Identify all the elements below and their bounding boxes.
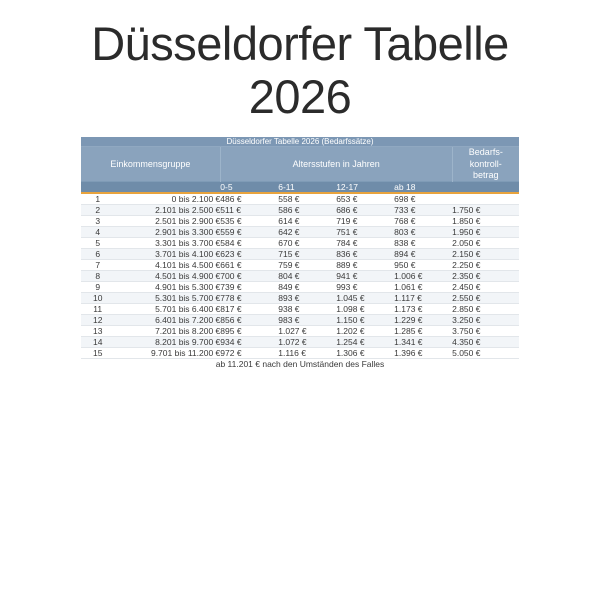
cell-alter-0-5: 486 € (220, 193, 278, 205)
cell-nummer: 3 (81, 216, 114, 227)
cell-alter-6-11: 614 € (278, 216, 336, 227)
cell-alter-ab-18: 1.117 € (394, 293, 452, 304)
bedarf-line3: betrag (473, 169, 499, 180)
table-caption: Düsseldorfer Tabelle 2026 (Bedarfssätze) (81, 137, 519, 147)
cell-nummer: 6 (81, 249, 114, 260)
cell-alter-6-11: 715 € (278, 249, 336, 260)
cell-einkommensgruppe: 4.901 bis 5.300 € (114, 282, 220, 293)
cell-alter-0-5: 511 € (220, 205, 278, 216)
cell-alter-12-17: 1.150 € (336, 315, 394, 326)
table-row (81, 205, 519, 216)
cell-bedarfskontrollbetrag: 2.550 € (452, 293, 519, 304)
group-header-bedarfskontrollbetrag (452, 147, 519, 182)
cell-alter-12-17: 719 € (336, 216, 394, 227)
cell-alter-0-5: 778 € (220, 293, 278, 304)
cell-nummer: 11 (81, 304, 114, 315)
group-header-einkommensgruppe: Einkommensgruppe (81, 147, 220, 182)
cell-einkommensgruppe: 3.301 bis 3.700 € (114, 238, 220, 249)
cell-alter-ab-18: 1.006 € (394, 271, 452, 282)
cell-bedarfskontrollbetrag: 1.850 € (452, 216, 519, 227)
table-row (81, 348, 519, 359)
page-title (0, 0, 600, 123)
cell-alter-12-17: 836 € (336, 249, 394, 260)
subheader-income (114, 182, 220, 194)
table-header (81, 137, 519, 193)
cell-alter-6-11: 849 € (278, 282, 336, 293)
cell-alter-12-17: 993 € (336, 282, 394, 293)
cell-bedarfskontrollbetrag: 3.750 € (452, 326, 519, 337)
subheader-age-0-5: 0-5 (220, 182, 278, 194)
table-row (81, 271, 519, 282)
cell-alter-12-17: 1.202 € (336, 326, 394, 337)
cell-alter-0-5: 934 € (220, 337, 278, 348)
tabelle (81, 137, 519, 369)
subheader-num (81, 182, 114, 194)
cell-bedarfskontrollbetrag: 2.850 € (452, 304, 519, 315)
footer-note: ab 11.201 € nach den Umständen des Falles (81, 359, 519, 370)
cell-alter-6-11: 938 € (278, 304, 336, 315)
subheader-age-6-11: 6-11 (278, 182, 336, 194)
cell-einkommensgruppe: 2.501 bis 2.900 € (114, 216, 220, 227)
cell-alter-ab-18: 894 € (394, 249, 452, 260)
cell-bedarfskontrollbetrag: 4.350 € (452, 337, 519, 348)
footer-row (81, 359, 519, 370)
table-group-header-row (81, 147, 519, 182)
cell-alter-0-5: 895 € (220, 326, 278, 337)
cell-alter-6-11: 1.116 € (278, 348, 336, 359)
table-subheader-row (81, 182, 519, 194)
cell-alter-6-11: 759 € (278, 260, 336, 271)
cell-alter-ab-18: 1.229 € (394, 315, 452, 326)
cell-einkommensgruppe: 5.701 bis 6.400 € (114, 304, 220, 315)
cell-alter-ab-18: 1.173 € (394, 304, 452, 315)
duesseldorfer-tabelle (81, 137, 519, 369)
cell-alter-12-17: 1.254 € (336, 337, 394, 348)
cell-nummer: 14 (81, 337, 114, 348)
cell-bedarfskontrollbetrag: 2.250 € (452, 260, 519, 271)
cell-alter-6-11: 893 € (278, 293, 336, 304)
cell-bedarfskontrollbetrag: 2.150 € (452, 249, 519, 260)
cell-einkommensgruppe: 9.701 bis 11.200 € (114, 348, 220, 359)
cell-nummer: 1 (81, 193, 114, 205)
subheader-age-12-17: 12-17 (336, 182, 394, 194)
cell-nummer: 4 (81, 227, 114, 238)
cell-bedarfskontrollbetrag: 5.050 € (452, 348, 519, 359)
cell-alter-ab-18: 803 € (394, 227, 452, 238)
cell-alter-12-17: 686 € (336, 205, 394, 216)
cell-alter-0-5: 623 € (220, 249, 278, 260)
cell-alter-12-17: 1.306 € (336, 348, 394, 359)
cell-einkommensgruppe: 0 bis 2.100 € (114, 193, 220, 205)
cell-nummer: 10 (81, 293, 114, 304)
cell-nummer: 12 (81, 315, 114, 326)
cell-alter-0-5: 972 € (220, 348, 278, 359)
table-row (81, 337, 519, 348)
bedarf-line1: Bedarfs- (468, 147, 503, 158)
cell-alter-12-17: 1.098 € (336, 304, 394, 315)
cell-alter-12-17: 784 € (336, 238, 394, 249)
cell-alter-6-11: 983 € (278, 315, 336, 326)
table-row (81, 282, 519, 293)
cell-alter-6-11: 1.072 € (278, 337, 336, 348)
cell-bedarfskontrollbetrag: 2.450 € (452, 282, 519, 293)
cell-bedarfskontrollbetrag (452, 193, 519, 205)
cell-nummer: 5 (81, 238, 114, 249)
table-body (81, 193, 519, 359)
table-row (81, 249, 519, 260)
cell-einkommensgruppe: 2.901 bis 3.300 € (114, 227, 220, 238)
cell-alter-ab-18: 1.285 € (394, 326, 452, 337)
cell-bedarfskontrollbetrag: 2.350 € (452, 271, 519, 282)
cell-einkommensgruppe: 3.701 bis 4.100 € (114, 249, 220, 260)
cell-alter-ab-18: 1.061 € (394, 282, 452, 293)
cell-nummer: 15 (81, 348, 114, 359)
group-header-altersstufen: Altersstufen in Jahren (220, 147, 452, 182)
table-row (81, 315, 519, 326)
cell-alter-ab-18: 733 € (394, 205, 452, 216)
cell-alter-6-11: 586 € (278, 205, 336, 216)
table-row (81, 227, 519, 238)
cell-alter-ab-18: 1.396 € (394, 348, 452, 359)
cell-nummer: 2 (81, 205, 114, 216)
cell-alter-0-5: 661 € (220, 260, 278, 271)
table-row (81, 193, 519, 205)
cell-alter-0-5: 739 € (220, 282, 278, 293)
cell-nummer: 13 (81, 326, 114, 337)
subheader-bedarf (452, 182, 519, 194)
cell-alter-0-5: 700 € (220, 271, 278, 282)
cell-alter-ab-18: 698 € (394, 193, 452, 205)
cell-alter-ab-18: 768 € (394, 216, 452, 227)
cell-alter-12-17: 653 € (336, 193, 394, 205)
page-title-line1: Düsseldorfer Tabelle (91, 17, 509, 70)
cell-alter-0-5: 856 € (220, 315, 278, 326)
cell-alter-ab-18: 838 € (394, 238, 452, 249)
table-row (81, 326, 519, 337)
cell-alter-6-11: 558 € (278, 193, 336, 205)
cell-alter-12-17: 751 € (336, 227, 394, 238)
cell-alter-0-5: 817 € (220, 304, 278, 315)
table-footer (81, 359, 519, 370)
cell-alter-0-5: 559 € (220, 227, 278, 238)
table-row (81, 238, 519, 249)
cell-alter-12-17: 1.045 € (336, 293, 394, 304)
cell-nummer: 9 (81, 282, 114, 293)
cell-alter-6-11: 1.027 € (278, 326, 336, 337)
cell-bedarfskontrollbetrag: 2.050 € (452, 238, 519, 249)
bedarf-line2: kontroll- (469, 158, 502, 169)
cell-alter-0-5: 535 € (220, 216, 278, 227)
page-title-line2: 2026 (248, 69, 352, 123)
cell-bedarfskontrollbetrag: 1.750 € (452, 205, 519, 216)
cell-einkommensgruppe: 4.101 bis 4.500 € (114, 260, 220, 271)
cell-alter-6-11: 642 € (278, 227, 336, 238)
cell-alter-12-17: 941 € (336, 271, 394, 282)
cell-nummer: 7 (81, 260, 114, 271)
cell-einkommensgruppe: 8.201 bis 9.700 € (114, 337, 220, 348)
cell-alter-12-17: 889 € (336, 260, 394, 271)
cell-alter-ab-18: 950 € (394, 260, 452, 271)
cell-einkommensgruppe: 7.201 bis 8.200 € (114, 326, 220, 337)
table-row (81, 260, 519, 271)
cell-alter-0-5: 584 € (220, 238, 278, 249)
cell-bedarfskontrollbetrag: 1.950 € (452, 227, 519, 238)
cell-alter-ab-18: 1.341 € (394, 337, 452, 348)
cell-alter-6-11: 804 € (278, 271, 336, 282)
cell-nummer: 8 (81, 271, 114, 282)
cell-einkommensgruppe: 4.501 bis 4.900 € (114, 271, 220, 282)
cell-alter-6-11: 670 € (278, 238, 336, 249)
cell-einkommensgruppe: 5.301 bis 5.700 € (114, 293, 220, 304)
subheader-age-ab-18: ab 18 (394, 182, 452, 194)
table-row (81, 216, 519, 227)
table-row (81, 304, 519, 315)
table-caption-row (81, 137, 519, 147)
cell-einkommensgruppe: 6.401 bis 7.200 € (114, 315, 220, 326)
cell-bedarfskontrollbetrag: 3.250 € (452, 315, 519, 326)
cell-einkommensgruppe: 2.101 bis 2.500 € (114, 205, 220, 216)
table-row (81, 293, 519, 304)
